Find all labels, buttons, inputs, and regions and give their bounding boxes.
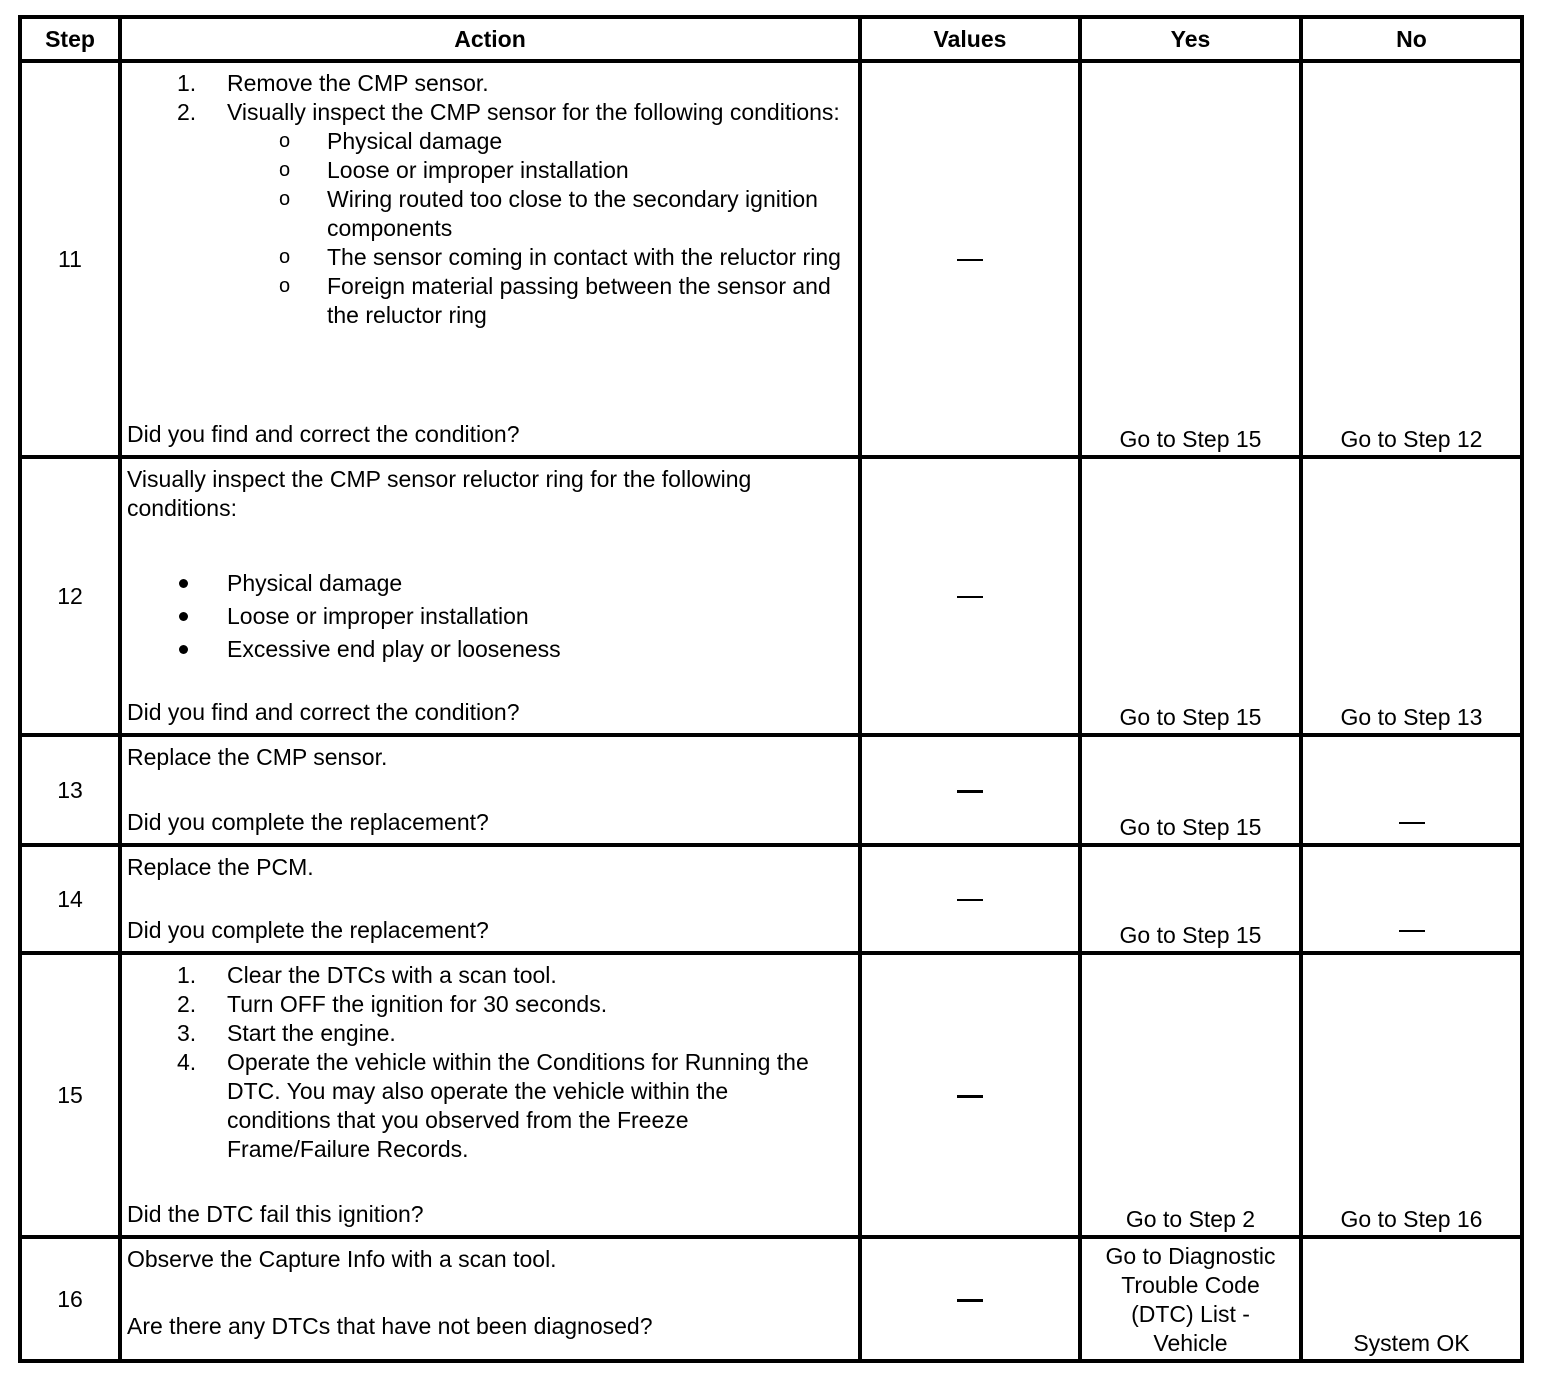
action-cell: [120, 61, 860, 457]
question-text: Did you find and correct the condition?: [127, 421, 520, 447]
instruction-text: Replace the CMP sensor.: [127, 744, 388, 770]
values-cell: [860, 1237, 1080, 1361]
no-cell: Go to Step 16: [1301, 953, 1522, 1237]
instruction-text: Replace the PCM.: [127, 854, 314, 880]
values-cell: [860, 61, 1080, 457]
list-item: o Physical damage: [279, 128, 503, 154]
dash-mark: [957, 596, 983, 598]
yes-cell: Go to Step 15: [1080, 457, 1301, 735]
no-cell: [1301, 735, 1522, 845]
action-cell: [120, 735, 860, 845]
list-item: 3. Start the engine.: [177, 1020, 396, 1046]
action-cell: [120, 457, 860, 735]
step-number: 14: [20, 845, 120, 953]
header-row: [20, 17, 1522, 61]
question-text: Did you complete the replacement?: [127, 917, 489, 943]
numbered-list: [127, 69, 852, 330]
action-cell: [120, 953, 860, 1237]
bullet-list: [127, 567, 852, 666]
table-row-step-15: [20, 953, 1522, 1237]
step-number: 12: [20, 457, 120, 735]
values-cell: [860, 845, 1080, 953]
step-number: 15: [20, 953, 120, 1237]
list-item: 1. Remove the CMP sensor.: [177, 70, 489, 96]
bullet-icon: [179, 612, 188, 621]
list-item: 2. Visually inspect the CMP sensor for the following conditions: o Physical damage o Loose or improper installation o Wiring routed too close to the secondary ignition components o The sensor coming in contact with the reluctor ring o Foreign material passing between the sensor and the reluctor ring: [127, 98, 852, 330]
no-cell: [1301, 845, 1522, 953]
list-item: 1. Clear the DTCs with a scan tool.: [177, 962, 557, 988]
step-number: 11: [20, 61, 120, 457]
table-row-step-11: [20, 61, 1522, 457]
yes-cell: Go to Step 15: [1080, 845, 1301, 953]
list-item: o Wiring routed too close to the secondary ignition components: [279, 186, 818, 241]
question-text: Did you complete the replacement?: [127, 809, 489, 835]
header-step: Step: [20, 17, 120, 61]
dash-mark: [957, 790, 983, 793]
bullet-icon: [179, 579, 188, 588]
dash-mark: [957, 1095, 983, 1098]
no-cell: System OK: [1301, 1237, 1522, 1361]
dash-mark: [1399, 822, 1425, 824]
intro-text: Visually inspect the CMP sensor reluctor ring for the following conditions:: [127, 466, 752, 521]
list-item: 4. Operate the vehicle within the Conditions for Running the DTC. You may also operate the vehicle within the conditions that you observed from the Freeze Frame/Failure Records.: [177, 1049, 809, 1162]
list-item: o The sensor coming in contact with the reluctor ring: [279, 244, 841, 270]
yes-link-text: Go to Diagnostic Trouble Code (DTC) List - Vehicle: [1105, 1243, 1276, 1356]
header-no: No: [1301, 17, 1522, 61]
no-cell: Go to Step 12: [1301, 61, 1522, 457]
no-cell: Go to Step 13: [1301, 457, 1522, 735]
dash-mark: [957, 899, 983, 901]
list-item: o Foreign material passing between the sensor and the reluctor ring: [279, 273, 831, 328]
header-yes: Yes: [1080, 17, 1301, 61]
question-text: Did you find and correct the condition?: [127, 699, 520, 725]
dash-mark: [957, 259, 983, 261]
instruction-text: Observe the Capture Info with a scan tool.: [127, 1246, 557, 1272]
header-action: Action: [120, 17, 860, 61]
yes-cell: Go to Step 15: [1080, 61, 1301, 457]
table-row-step-16: [20, 1237, 1522, 1361]
sub-list: [127, 127, 852, 330]
question-text: Are there any DTCs that have not been diagnosed?: [127, 1313, 653, 1339]
table-row-step-12: [20, 457, 1522, 735]
list-item: Physical damage: [127, 567, 852, 600]
step-number: 16: [20, 1237, 120, 1361]
dash-mark: [1399, 930, 1425, 932]
values-cell: [860, 457, 1080, 735]
yes-cell: [1080, 1237, 1301, 1361]
question-text: Did the DTC fail this ignition?: [127, 1201, 424, 1227]
table-row-step-14: [20, 845, 1522, 953]
dash-mark: [957, 1299, 983, 1302]
list-item: Excessive end play or looseness: [127, 633, 852, 666]
step-number: 13: [20, 735, 120, 845]
values-cell: [860, 735, 1080, 845]
action-cell: [120, 1237, 860, 1361]
list-item: Loose or improper installation: [127, 600, 852, 633]
header-values: Values: [860, 17, 1080, 61]
list-item: 2. Turn OFF the ignition for 30 seconds.: [177, 991, 608, 1017]
table-row-step-13: [20, 735, 1522, 845]
yes-cell: Go to Step 2: [1080, 953, 1301, 1237]
list-item: o Loose or improper installation: [279, 157, 629, 183]
yes-cell: Go to Step 15: [1080, 735, 1301, 845]
values-cell: [860, 953, 1080, 1237]
diagnostic-table: [18, 15, 1524, 1363]
numbered-list: [127, 961, 852, 1164]
bullet-icon: [179, 645, 188, 654]
action-cell: [120, 845, 860, 953]
